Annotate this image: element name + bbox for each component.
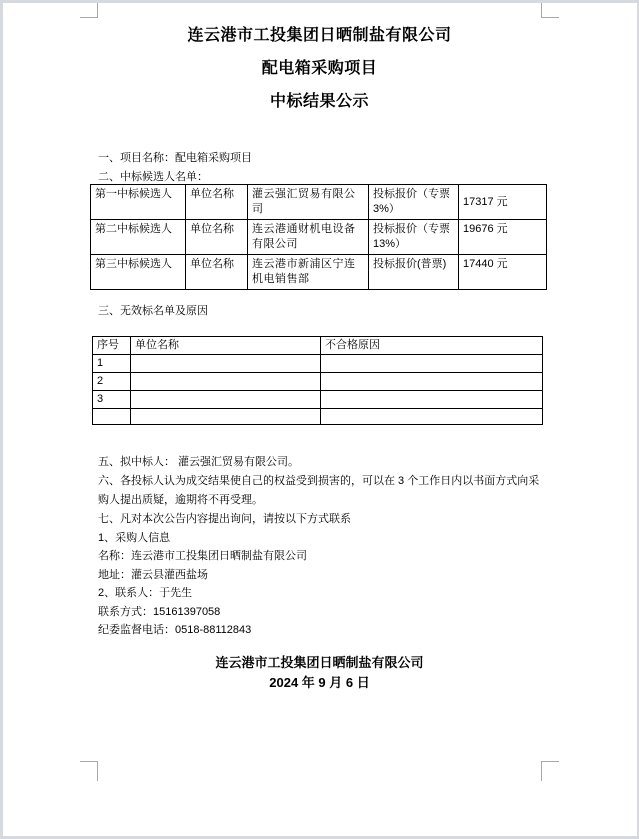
table-row bbox=[93, 373, 543, 391]
paragraph-contact-intro: 七、凡对本次公告内容提出询问，请按以下方式联系 bbox=[98, 513, 351, 525]
document-title-project: 配电箱采购项目 bbox=[261, 60, 378, 77]
cell-reason bbox=[321, 373, 543, 391]
header-company: 单位名称 bbox=[131, 337, 321, 355]
paragraph-objection-notice: 六、各投标人认为成交结果使自己的权益受到损害的，可以在 3 个工作日内以书面方式向采购人提出质疑，逾期将不再受理。 bbox=[98, 475, 540, 506]
crop-mark-top-left bbox=[80, 3, 98, 18]
candidate-field-label: 单位名称 bbox=[186, 255, 248, 290]
paragraph-purchaser-info-heading: 1、采购人信息 bbox=[98, 532, 171, 544]
candidate-company: 灌云强汇贸易有限公司 bbox=[248, 185, 369, 220]
section-project-name: 一、项目名称：配电箱采购项目 bbox=[98, 152, 252, 164]
section-invalid-bids-heading: 三、无效标名单及原因 bbox=[98, 305, 208, 317]
table-row bbox=[91, 185, 547, 220]
crop-mark-bottom-right bbox=[541, 761, 559, 781]
crop-mark-bottom-left bbox=[80, 761, 98, 781]
header-no: 序号 bbox=[93, 337, 131, 355]
candidate-price-label: 投标报价（专票 3%） bbox=[369, 185, 459, 220]
candidate-rank: 第三中标候选人 bbox=[91, 255, 186, 290]
paragraph-supervision-phone: 纪委监督电话：0518-88112843 bbox=[98, 624, 252, 636]
paragraph-contact-person: 2、联系人：于先生 bbox=[98, 587, 193, 599]
candidate-price: 19676 元 bbox=[459, 220, 547, 255]
paragraph-contact-phone: 联系方式：15161397058 bbox=[98, 606, 221, 618]
table-header-row bbox=[93, 337, 543, 355]
cell-company bbox=[131, 409, 321, 425]
candidate-price-label: 投标报价（专票 13%） bbox=[369, 220, 459, 255]
cell-company bbox=[131, 391, 321, 409]
candidate-price-label: 投标报价(普票) bbox=[369, 255, 459, 290]
document-title-company: 连云港市工投集团日晒制盐有限公司 bbox=[187, 27, 452, 44]
cell-company bbox=[131, 355, 321, 373]
candidate-field-label: 单位名称 bbox=[186, 220, 248, 255]
table-row bbox=[93, 391, 543, 409]
crop-mark-top-right bbox=[541, 3, 559, 18]
candidate-company: 连云港通财机电设备有限公司 bbox=[248, 220, 369, 255]
footer-company-signature: 连云港市工投集团日晒制盐有限公司 bbox=[215, 655, 424, 670]
candidate-rank: 第一中标候选人 bbox=[91, 185, 186, 220]
table-row bbox=[91, 255, 547, 290]
header-reason: 不合格原因 bbox=[321, 337, 543, 355]
candidate-rank: 第二中标候选人 bbox=[91, 220, 186, 255]
candidate-price: 17440 元 bbox=[459, 255, 547, 290]
candidates-table bbox=[90, 184, 547, 290]
candidate-price: 17317 元 bbox=[459, 185, 547, 220]
paragraph-proposed-winner: 五、拟中标人： 灌云强汇贸易有限公司。 bbox=[98, 456, 300, 468]
cell-no: 1 bbox=[93, 355, 131, 373]
invalid-bids-table bbox=[92, 336, 543, 425]
table-row bbox=[93, 355, 543, 373]
candidate-field-label: 单位名称 bbox=[186, 185, 248, 220]
candidate-company: 连云港市新浦区宁连机电销售部 bbox=[248, 255, 369, 290]
cell-no: 3 bbox=[93, 391, 131, 409]
table-row bbox=[91, 220, 547, 255]
cell-company bbox=[131, 373, 321, 391]
cell-no: 2 bbox=[93, 373, 131, 391]
paragraph-purchaser-address: 地址：灌云县灌西盐场 bbox=[98, 569, 208, 581]
cell-no bbox=[93, 409, 131, 425]
cell-reason bbox=[321, 409, 543, 425]
document-title-announcement: 中标结果公示 bbox=[269, 93, 369, 110]
table-row bbox=[93, 409, 543, 425]
section-candidates-heading: 二、中标候选人名单： bbox=[98, 171, 208, 183]
paragraph-purchaser-name: 名称：连云港市工投集团日晒制盐有限公司 bbox=[98, 550, 307, 562]
cell-reason bbox=[321, 355, 543, 373]
footer-date: 2024 年 9 月 6 日 bbox=[269, 675, 370, 690]
cell-reason bbox=[321, 391, 543, 409]
